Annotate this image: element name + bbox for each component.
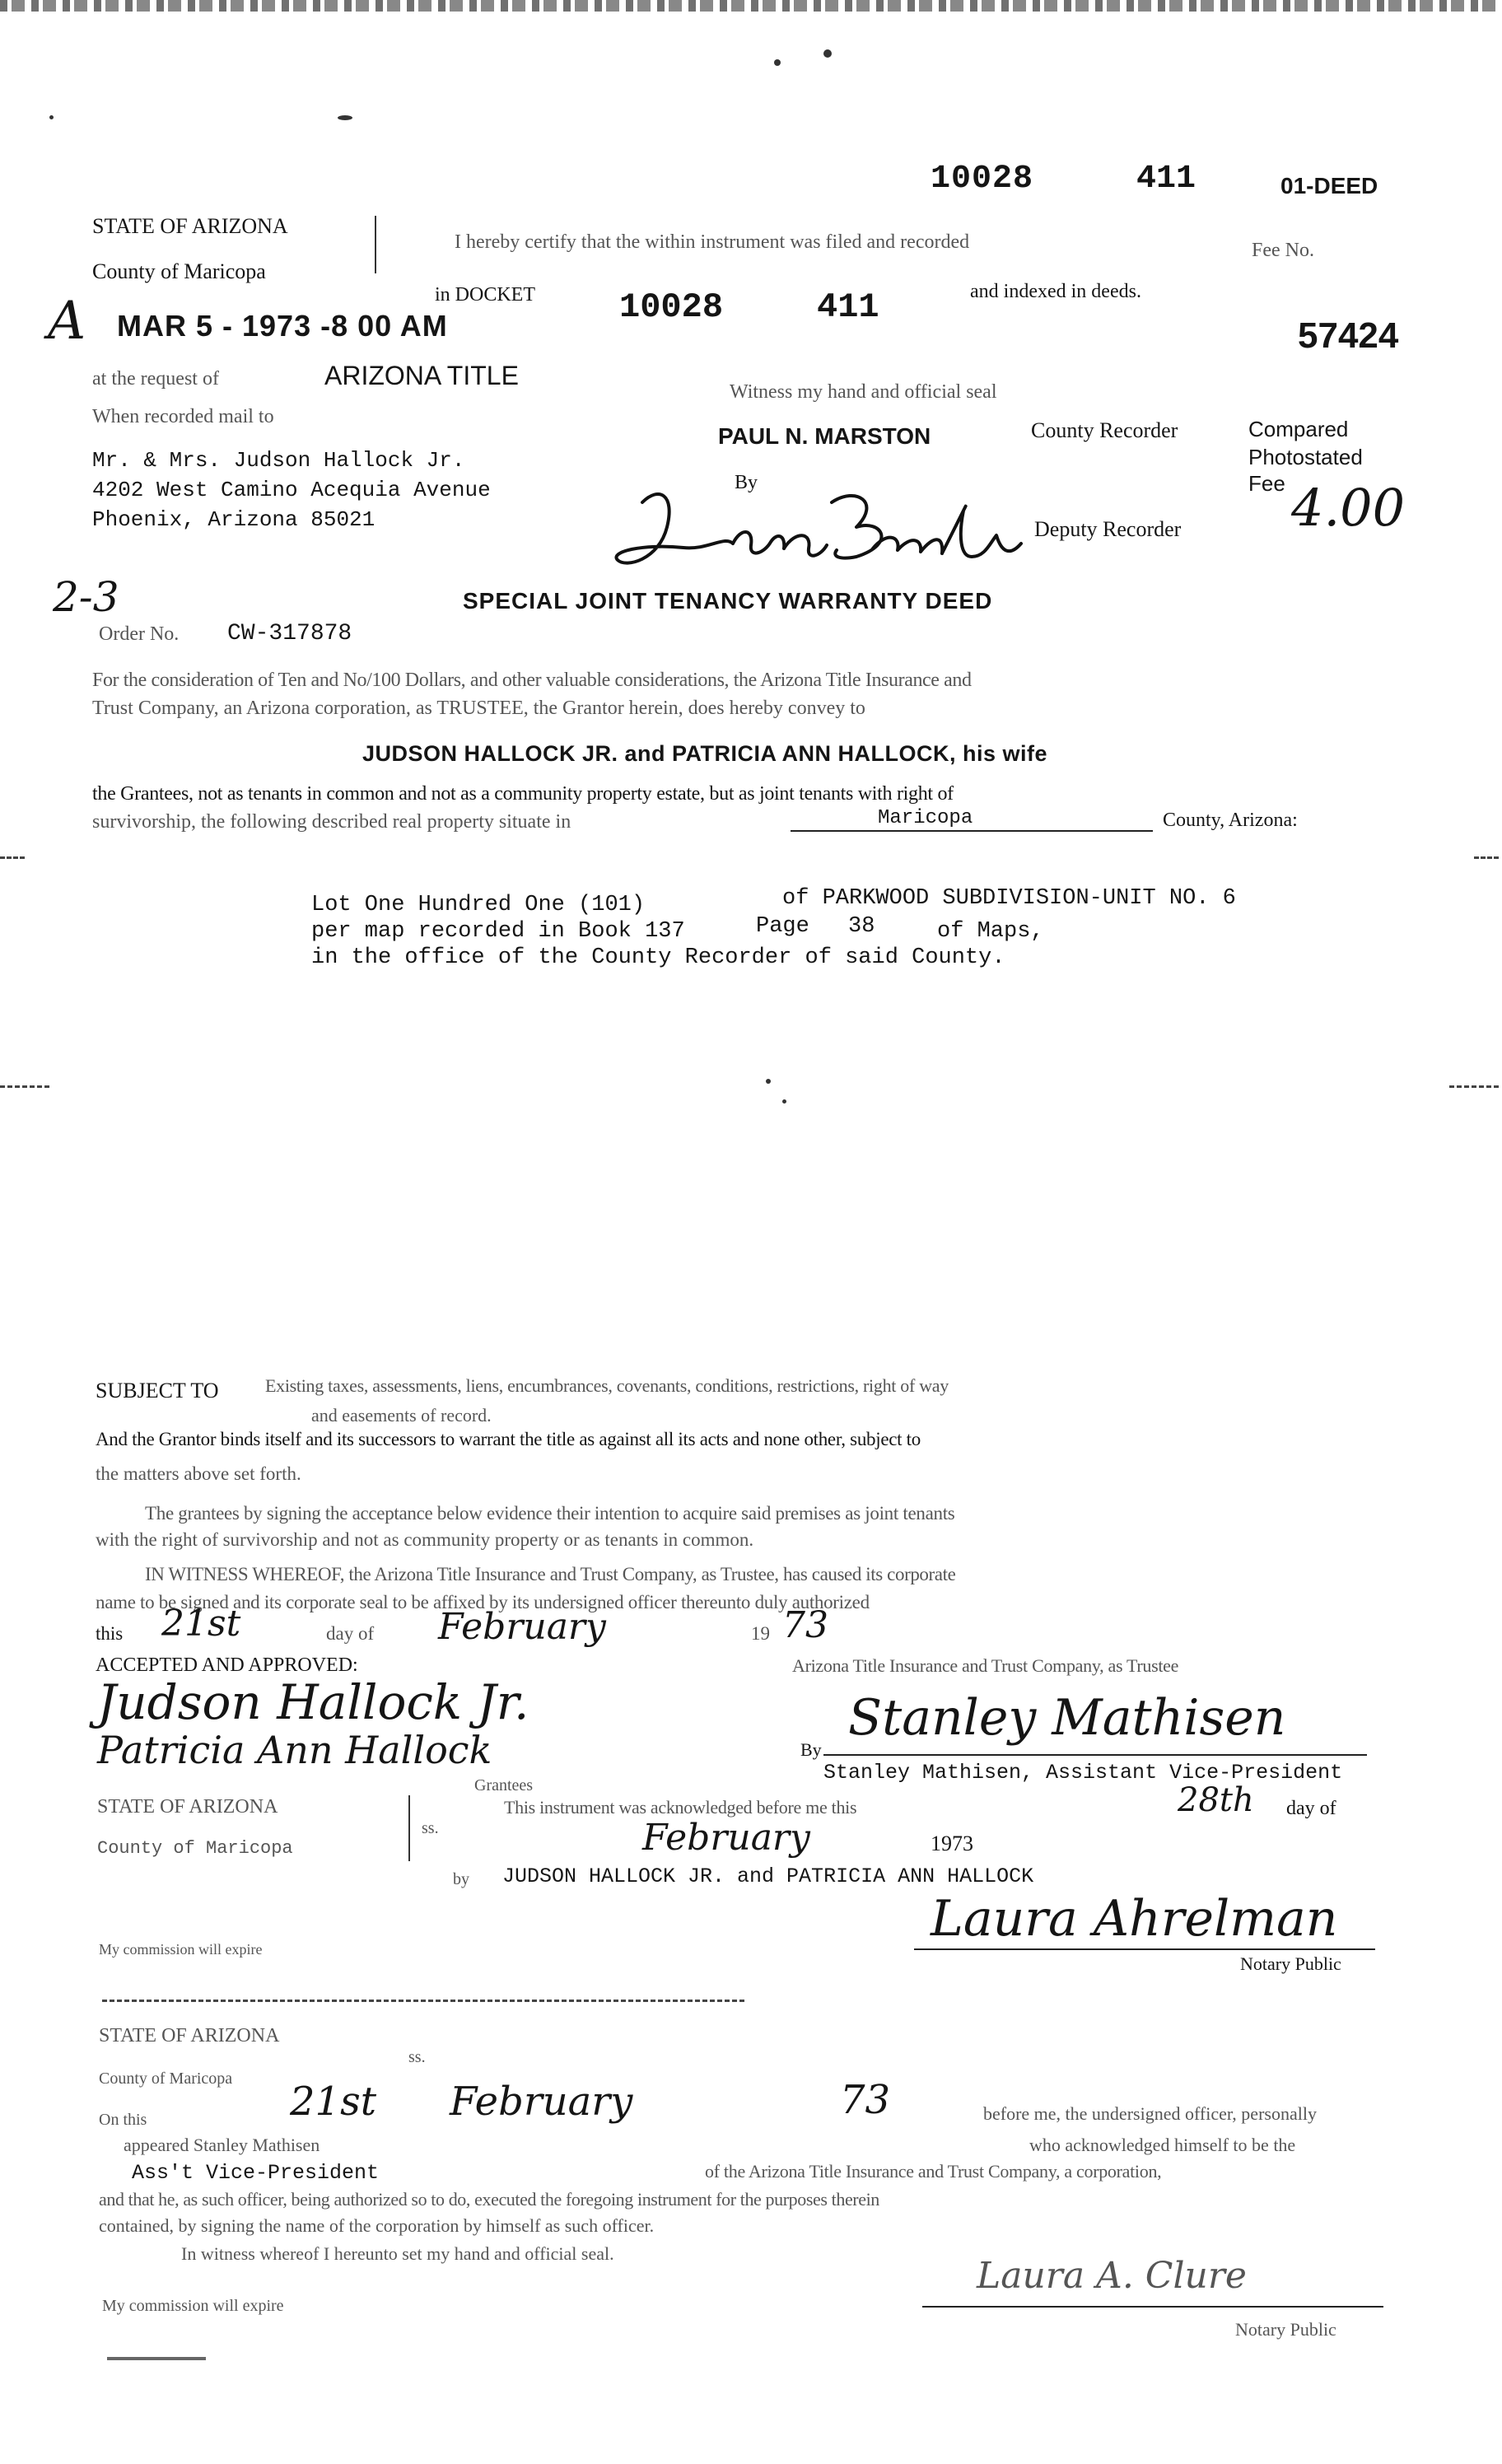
scan-speck (49, 115, 54, 119)
fee-number-label: Fee No. (1252, 240, 1314, 261)
officer-by-label: By (800, 1739, 822, 1760)
notary2-line-5: In witness whereof I hereunto set my hand and official seal. (181, 2243, 614, 2264)
recorder-name: PAUL N. MARSTON (718, 423, 931, 449)
subject-to-label: SUBJECT TO (96, 1379, 219, 1402)
notary1-commission: My commission will expire (99, 1941, 263, 1958)
fee-label: Fee (1248, 471, 1285, 496)
consideration-line-1: For the consideration of Ten and No/100 Dollars, and other valuable considerations, the Arizona Title Insurance and (92, 670, 972, 691)
scan-speck (766, 1079, 771, 1084)
notary1-state: STATE OF ARIZONA (97, 1796, 278, 1818)
notary1-bracket (408, 1795, 410, 1861)
compared-label: Compared (1248, 417, 1349, 441)
scan-speck (107, 2357, 206, 2360)
indexed-text: and indexed in deeds. (970, 281, 1141, 302)
certify-text: I hereby certify that the within instrument was filed and recorded (455, 231, 970, 253)
notary2-line-4a: and that he, as such officer, being authorized so to do, executed the foregoing instrument for the purposes therein (99, 2189, 879, 2210)
recorder-title: County Recorder (1031, 418, 1178, 442)
instrument-code: 01-DEED (1280, 173, 1378, 198)
consideration-line-2: Trust Company, an Arizona corporation, as TRUSTEE, the Grantor herein, does hereby convey to (92, 698, 865, 719)
legal-line-2b: Page (756, 914, 809, 939)
mail-to-line-1: Mr. & Mrs. Judson Hallock Jr. (92, 448, 465, 473)
photostated-label: Photostated (1248, 445, 1363, 469)
notary2-state: STATE OF ARIZONA (99, 2025, 280, 2046)
notary1-title: Notary Public (1240, 1953, 1341, 1974)
notary2-day: 21st (290, 2079, 376, 2125)
margin-dash (1474, 856, 1499, 859)
notary1-signature: Laura Ahrelman (931, 1890, 1338, 1948)
scan-speck (338, 115, 352, 120)
day-of-label: day of (326, 1623, 375, 1644)
notary1-day: 28th (1178, 1781, 1254, 1819)
fee-amount: 4.00 (1291, 478, 1406, 538)
margin-number: 2-3 (53, 573, 119, 621)
state-line: STATE OF ARIZONA (92, 214, 288, 238)
notary1-month: February (642, 1817, 810, 1859)
intent-line-1: The grantees by signing the acceptance below evidence their intention to acquire said premises as joint tenants (145, 1503, 955, 1524)
legal-line-2a: per map recorded in Book 137 (311, 919, 685, 944)
notary1-signature-line (914, 1948, 1375, 1950)
notary2-ack-text: who acknowledged himself to be the (1029, 2135, 1296, 2155)
warrant-line-2: the matters above set forth. (96, 1463, 301, 1484)
order-number: CW-317878 (227, 621, 352, 646)
subject-to-text-2: and easements of record. (311, 1405, 492, 1426)
docket-label: in DOCKET (435, 284, 535, 306)
notary2-month: February (450, 2079, 633, 2125)
scan-top-band (0, 0, 1502, 12)
docket-number-top: 10028 (931, 161, 1034, 198)
witness-line-1: IN WITNESS WHEREOF, the Arizona Title Insurance and Trust Company, as Trustee, has caused its corporate (145, 1564, 956, 1584)
margin-dash (1449, 1085, 1499, 1088)
mail-to-line-2: 4202 West Camino Acequia Avenue (92, 478, 491, 502)
notary2-signature-line (922, 2306, 1383, 2308)
deputy-recorder-title: Deputy Recorder (1034, 517, 1182, 541)
county-line: County of Maricopa (92, 259, 266, 283)
this-label: this (96, 1623, 124, 1644)
by-label: By (735, 472, 758, 493)
notary2-officer-title: Ass't Vice-President (132, 2161, 380, 2185)
notary2-county: County of Maricopa (99, 2070, 233, 2088)
margin-dash (0, 1085, 49, 1088)
notary2-signature: Laura A. Clure (977, 2255, 1247, 2297)
legal-line-3: in the office of the County Recorder of said County. (311, 945, 1005, 970)
grantees-text-line-1: the Grantees, not as tenants in common and not as a community property estate, but as joint tenants with right of (92, 783, 954, 805)
mail-label: When recorded mail to (92, 406, 274, 427)
notary1-ss: ss. (422, 1819, 439, 1837)
execution-month: February (438, 1606, 606, 1648)
county-name: Maricopa (878, 807, 973, 829)
mail-to-line-3: Phoenix, Arizona 85021 (92, 507, 376, 532)
order-label: Order No. (99, 623, 180, 645)
notary2-appeared: appeared Stanley Mathisen (124, 2135, 320, 2155)
legal-line-1a: Lot One Hundred One (101) (311, 893, 646, 917)
grantees-label: Grantees (474, 1776, 534, 1794)
request-name: ARIZONA TITLE (324, 361, 519, 390)
notary1-county: County of Maricopa (97, 1838, 293, 1859)
margin-letter-a: A (48, 291, 86, 352)
notary2-on-label: On this (99, 2111, 147, 2129)
recording-date-stamp: MAR 5 - 1973 -8 00 AM (117, 309, 448, 343)
notary2-company: of the Arizona Title Insurance and Trust Company, a corporation, (705, 2161, 1162, 2182)
grantee-signature-1: Judson Hallock Jr. (97, 1674, 529, 1730)
deputy-recorder-signature (609, 478, 1038, 585)
trustee-label: Arizona Title Insurance and Trust Company, as Trustee (792, 1655, 1179, 1676)
grantees-names: JUDSON HALLOCK JR. and PATRICIA ANN HALLOCK, his wife (362, 741, 1048, 766)
intent-line-2: with the right of survivorship and not as community property or as tenants in common. (96, 1529, 754, 1550)
page-number-top: 411 (1136, 161, 1196, 198)
scan-speck (823, 49, 832, 58)
grantees-text-line-2: survivorship, the following described real property situate in (92, 811, 571, 833)
legal-line-1b: of PARKWOOD SUBDIVISION-UNIT NO. 6 (782, 886, 1236, 911)
margin-dash (0, 856, 25, 859)
county-suffix: County, Arizona: (1163, 810, 1298, 831)
bracket (375, 216, 376, 273)
notary2-commission: My commission will expire (102, 2297, 284, 2315)
scan-speck (782, 1099, 786, 1104)
execution-day: 21st (161, 1603, 241, 1645)
witness-seal-text: Witness my hand and official seal (730, 381, 997, 403)
notary2-year: 73 (840, 2077, 891, 2123)
request-label: at the request of (92, 368, 219, 390)
officer-signature: Stanley Mathisen (848, 1689, 1286, 1747)
legal-line-2c: 38 (848, 914, 875, 939)
accepted-label: ACCEPTED AND APPROVED: (96, 1654, 358, 1676)
officer-signature-line (823, 1754, 1367, 1756)
execution-year: 73 (782, 1604, 828, 1646)
notary1-by: by (453, 1870, 469, 1888)
scan-speck (774, 59, 781, 66)
section-divider (102, 2000, 744, 2002)
notary2-line-4b: contained, by signing the name of the corporation by himself as such officer. (99, 2215, 655, 2236)
officer-name-title: Stanley Mathisen, Assistant Vice-President (823, 1761, 1343, 1785)
year-print: 19 (751, 1623, 770, 1644)
legal-line-2d: of Maps, (937, 919, 1044, 944)
fee-number: 57424 (1298, 315, 1399, 356)
warrant-line-1: And the Grantor binds itself and its successors to warrant the title as against all its acts and none other, subject to (96, 1429, 921, 1449)
county-underline (791, 830, 1153, 832)
notary1-day-of: day of (1286, 1798, 1336, 1819)
witness-line-2: name to be signed and its corporate seal to be affixed by its undersigned officer thereunto duly authorized (96, 1592, 870, 1612)
docket-number: 10028 (619, 287, 724, 327)
notary1-year: 1973 (931, 1832, 973, 1855)
notary1-names: JUDSON HALLOCK JR. and PATRICIA ANN HALLOCK (502, 1864, 1034, 1888)
subject-to-text: Existing taxes, assessments, liens, encumbrances, covenants, conditions, restrictions, right of way (265, 1375, 949, 1396)
notary1-ack-text: This instrument was acknowledged before me this (504, 1797, 857, 1818)
grantee-signature-2: Patricia Ann Hallock (97, 1728, 492, 1772)
notary2-ss: ss. (408, 2048, 426, 2066)
deed-title: SPECIAL JOINT TENANCY WARRANTY DEED (463, 588, 993, 614)
page-number: 411 (817, 287, 879, 327)
notary2-title: Notary Public (1235, 2319, 1336, 2340)
notary2-before-text: before me, the undersigned officer, personally (983, 2103, 1317, 2124)
